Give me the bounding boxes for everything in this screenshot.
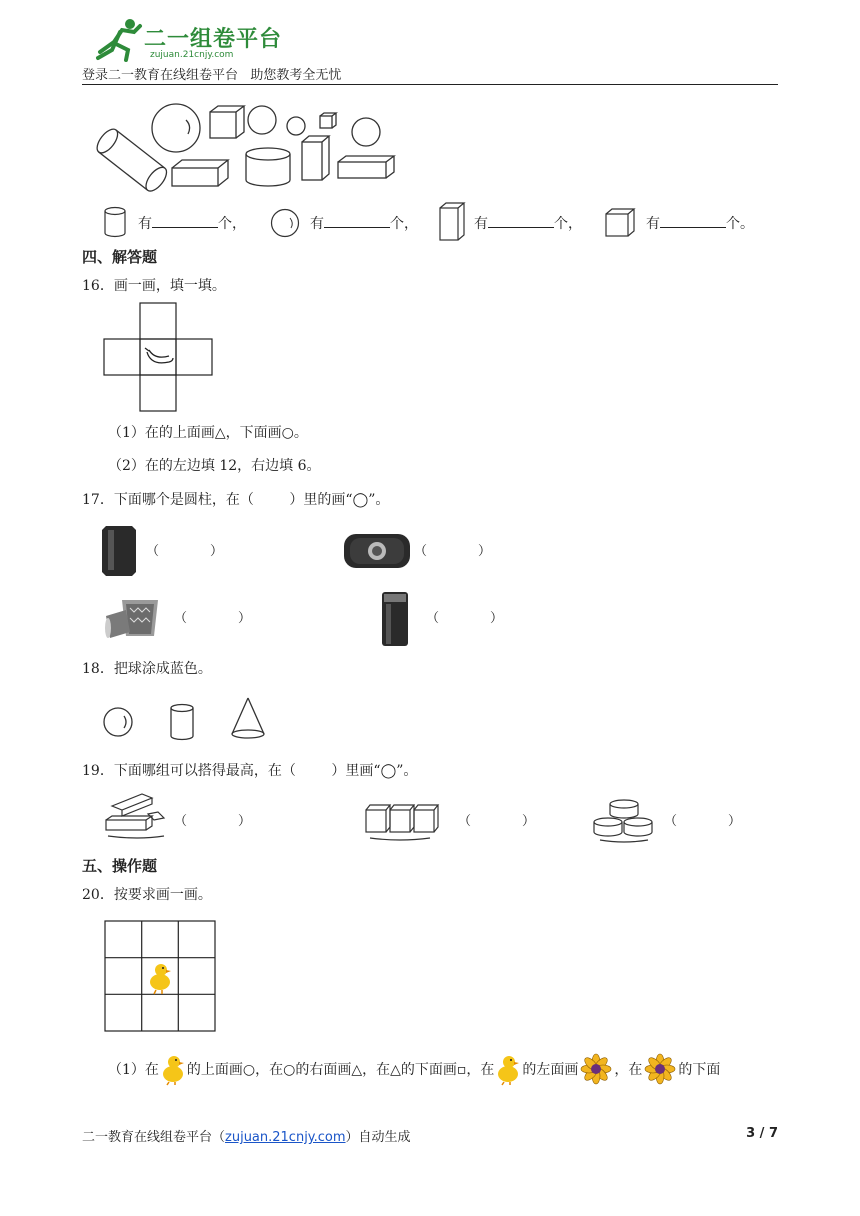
q15-count-2 [310,213,418,233]
footer-suffix: ）自动生成 [345,1130,411,1145]
cuboid-icon [438,202,466,242]
question-stem: 16．画一画，填一填。 [82,278,226,294]
count-suffix: 个， [554,216,582,232]
answer-paren[interactable]: （ ） [174,611,254,626]
dark-prism-photo [102,522,138,578]
cube-net-figure [103,302,215,412]
cone-shape [232,698,264,738]
answer-paren[interactable]: （ ） [426,611,506,626]
q16-sub2: （2）在的左边填 12，右边填 6。 [108,458,321,474]
count-suffix: 个， [218,216,246,232]
duck-icon [159,1052,187,1086]
question-stem: 19．下面哪组可以搭得最高，在（ ）里画“◯”。 [82,763,418,779]
q20-text: ，在 [614,1062,643,1078]
answer-blank[interactable] [324,213,390,228]
question-stem: 20．按要求画一画。 [82,887,212,903]
banana-icon [145,348,173,363]
footer-left [82,1126,411,1145]
q15-count-4 [646,213,754,233]
sphere-shape [104,708,132,736]
grid-3x3-figure [104,920,218,1034]
header-divider [82,84,778,85]
q20-text: （1）在 [108,1062,159,1078]
q20-text: 的左面画 [522,1062,579,1078]
q20-text: 的上面画○，在○的右面画△，在△的下面画▫，在 [186,1062,495,1078]
logo-text: 二一组卷平台 [144,27,283,52]
answer-paren[interactable]: （ ） [174,814,254,829]
thermos-cylinder-photo [380,590,410,648]
header-subtitle: 登录二一教育在线组卷平台 助您教考全无忧 [82,68,342,83]
footer-prefix: 二一教育在线组卷平台（ [82,1130,226,1145]
count-suffix: 个。 [726,216,754,232]
section-title: 四、解答题 [82,248,158,266]
header-logo [92,16,282,64]
q20-text: 的下面 [678,1062,721,1078]
q16-sub1: （1）在的上面画△，下面画○。 [108,425,308,441]
count-prefix: 有 [646,216,660,232]
flower-icon [580,1053,612,1085]
answer-blank[interactable] [488,213,554,228]
three-cubes-figure [364,800,440,844]
paper-cups-photo [104,594,164,642]
q18-shapes-figure [100,696,270,746]
answer-blank[interactable] [660,213,726,228]
q15-count-1 [138,213,246,233]
flower-icon [644,1053,676,1085]
page-number: 3 / 7 [746,1126,778,1141]
logo-sub: zujuan.21cnjy.com [150,50,234,60]
answer-paren[interactable]: （ ） [146,544,226,559]
footer-link[interactable]: zujuan.21cnjy.com [225,1130,346,1145]
flat-cylinder-box-photo [342,530,412,572]
q20-sub1 [108,1052,720,1086]
duck-icon [494,1052,522,1086]
cylinder-icon [104,207,126,237]
count-suffix: 个， [390,216,418,232]
runner-logo-icon [92,16,144,62]
answer-paren[interactable]: （ ） [664,814,744,829]
stacked-boxes-figure [104,792,174,842]
sphere-icon [270,208,300,238]
question-stem: 18．把球涂成蓝色。 [82,661,212,677]
three-cylinders-figure [592,798,656,846]
count-prefix: 有 [474,216,488,232]
question-stem: 17．下面哪个是圆柱，在（ ）里的画“◯”。 [82,492,390,508]
q15-shapes-figure [106,100,396,192]
count-prefix: 有 [310,216,324,232]
answer-paren[interactable]: （ ） [458,814,538,829]
section-title: 五、操作题 [82,857,158,875]
duck-icon [150,964,171,994]
q15-count-3 [474,213,582,233]
count-prefix: 有 [138,216,152,232]
cube-icon [604,207,636,239]
answer-blank[interactable] [152,213,218,228]
answer-paren[interactable]: （ ） [414,544,494,559]
cylinder-shape [171,705,193,740]
